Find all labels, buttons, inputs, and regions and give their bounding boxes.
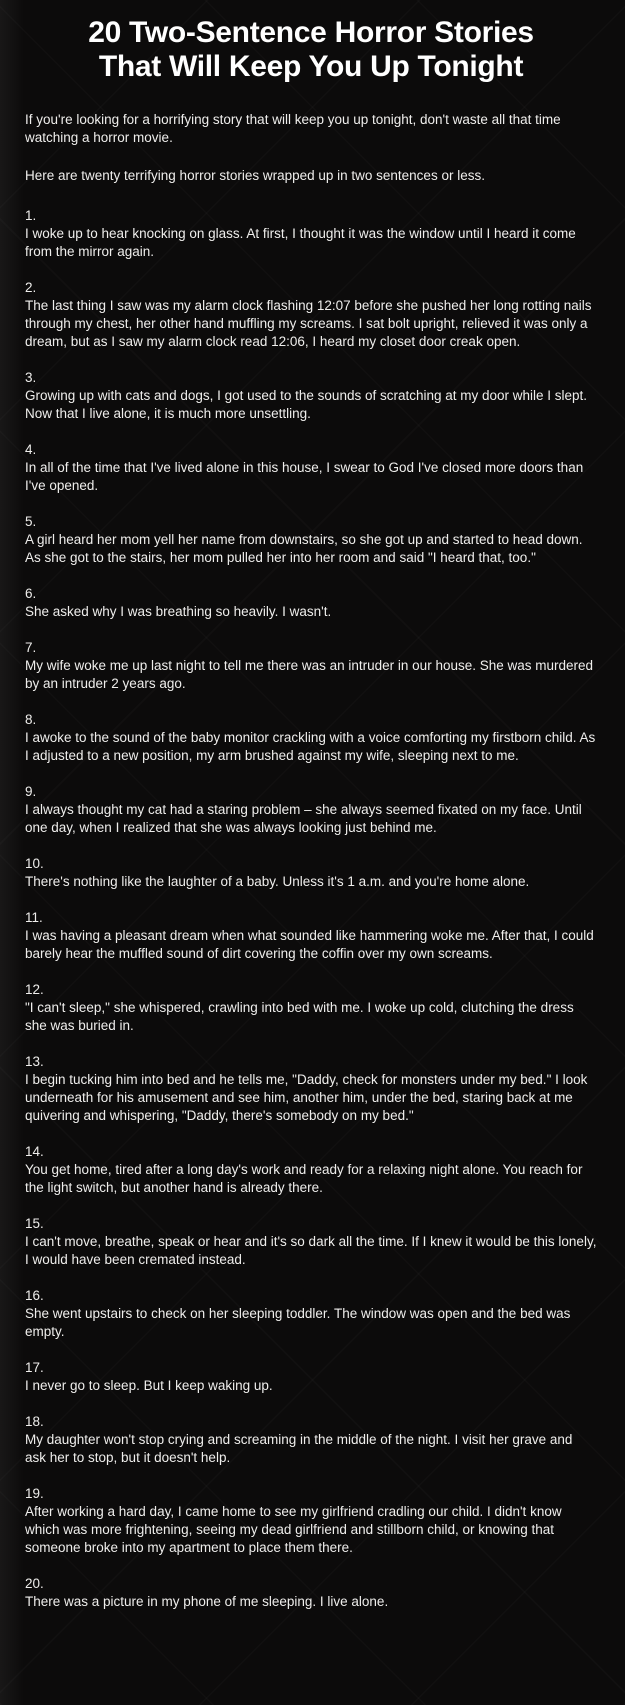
story-item-11 <box>25 909 597 963</box>
story-text: In all of the time that I've lived alone in this house, I swear to God I've closed more doors than I've opened. <box>25 460 584 493</box>
story-number: 5. <box>25 514 37 529</box>
story-text: A girl heard her mom yell her name from downstairs, so she got up and started to head down. As she got to the stairs, her mom pulled her into her room and said "I heard that, too." <box>25 532 583 565</box>
story-text: Growing up with cats and dogs, I got used to the sounds of scratching at my door while I slept. Now that I live alone, it is much more unsettling. <box>25 388 588 421</box>
story-item-15 <box>25 1215 597 1269</box>
story-item-8 <box>25 711 597 765</box>
story-number: 6. <box>25 586 37 601</box>
story-text: "I can't sleep," she whispered, crawling into bed with me. I woke up cold, clutching the dress she was buried in. <box>25 1000 574 1033</box>
story-number: 17. <box>25 1360 44 1375</box>
story-number: 11. <box>25 910 43 925</box>
story-text: My daughter won't stop crying and screaming in the middle of the night. I visit her grave and ask her to stop, but it doesn't help. <box>25 1432 573 1465</box>
story-number: 14. <box>25 1144 44 1159</box>
story-number: 15. <box>25 1216 44 1231</box>
story-item-1 <box>25 207 597 261</box>
story-text: I was having a pleasant dream when what sounded like hammering woke me. After that, I could barely hear the muffled sound of dirt covering the coffin over my own screams. <box>25 928 594 961</box>
story-text: There's nothing like the laughter of a baby. Unless it's 1 a.m. and you're home alone. <box>25 874 530 889</box>
story-item-17 <box>25 1359 597 1395</box>
story-number: 16. <box>25 1288 44 1303</box>
story-text: I always thought my cat had a staring problem – she always seemed fixated on my face. Until one day, when I realized that she was always looking just behind me. <box>25 802 582 835</box>
story-item-7 <box>25 639 597 693</box>
story-number: 2. <box>25 280 37 295</box>
page-title <box>25 16 597 84</box>
story-number: 3. <box>25 370 37 385</box>
story-item-14 <box>25 1143 597 1197</box>
story-item-6 <box>25 585 597 621</box>
story-number: 12. <box>25 982 44 997</box>
story-text: I never go to sleep. But I keep waking up. <box>25 1378 273 1393</box>
story-item-12 <box>25 981 597 1035</box>
story-text: I can't move, breathe, speak or hear and it's so dark all the time. If I knew it would be this lonely, I would have been cremated instead. <box>25 1234 597 1267</box>
story-text: My wife woke me up last night to tell me there was an intruder in our house. She was murdered by an intruder 2 years ago. <box>25 658 594 691</box>
story-number: 10. <box>25 856 44 871</box>
story-item-19 <box>25 1485 597 1557</box>
story-text: There was a picture in my phone of me sleeping. I live alone. <box>25 1594 389 1609</box>
story-item-5 <box>25 513 597 567</box>
story-number: 9. <box>25 784 37 799</box>
story-text: The last thing I saw was my alarm clock flashing 12:07 before she pushed her long rotting nails through my chest, her other hand muffling my screams. I sat bolt upright, relieved it was only a dream, but as I saw my alarm clock read 12:06, I heard my closet door creak open. <box>25 298 592 349</box>
story-number: 4. <box>25 442 37 457</box>
story-item-18 <box>25 1413 597 1467</box>
story-text: You get home, tired after a long day's work and ready for a relaxing night alone. You reach for the light switch, but another hand is already there. <box>25 1162 583 1195</box>
story-text: She asked why I was breathing so heavily. I wasn't. <box>25 604 332 619</box>
story-item-4 <box>25 441 597 495</box>
story-number: 1. <box>25 208 37 223</box>
story-item-3 <box>25 369 597 423</box>
page-title-line-2: That Will Keep You Up Tonight <box>98 50 524 83</box>
story-number: 20. <box>25 1576 44 1591</box>
story-number: 8. <box>25 712 37 727</box>
story-text: I begin tucking him into bed and he tells me, "Daddy, check for monsters under my bed." I look underneath for his amusement and see him, another him, under the bed, staring back at me quivering and whispering, "Daddy, there's somebody on my bed." <box>25 1072 588 1123</box>
story-text: I woke up to hear knocking on glass. At first, I thought it was the window until I heard it come from the mirror again. <box>25 226 576 259</box>
page-title-line-1: 20 Two-Sentence Horror Stories <box>88 16 534 49</box>
story-item-16 <box>25 1287 597 1341</box>
story-item-9 <box>25 783 597 837</box>
story-number: 18. <box>25 1414 44 1429</box>
story-item-2 <box>25 279 597 351</box>
intro-paragraph-2: Here are twenty terrifying horror stories wrapped up in two sentences or less. <box>25 168 485 183</box>
intro-paragraph-1: If you're looking for a horrifying story that will keep you up tonight, don't waste all that time watching a horror movie. <box>25 112 561 145</box>
story-number: 13. <box>25 1054 44 1069</box>
story-item-20 <box>25 1575 597 1611</box>
story-text: I awoke to the sound of the baby monitor crackling with a voice comforting my firstborn child. As I adjusted to a new position, my arm brushed against my wife, sleeping next to me. <box>25 730 596 763</box>
story-text: After working a hard day, I came home to see my girlfriend cradling our child. I didn't know which was more frightening, seeing my dead girlfriend and stillborn child, or knowing that someone broke into my apartment to place them there. <box>25 1504 562 1555</box>
story-number: 19. <box>25 1486 44 1501</box>
story-item-13 <box>25 1053 597 1125</box>
story-number: 7. <box>25 640 37 655</box>
story-item-10 <box>25 855 597 891</box>
story-text: She went upstairs to check on her sleeping toddler. The window was open and the bed was empty. <box>25 1306 571 1339</box>
